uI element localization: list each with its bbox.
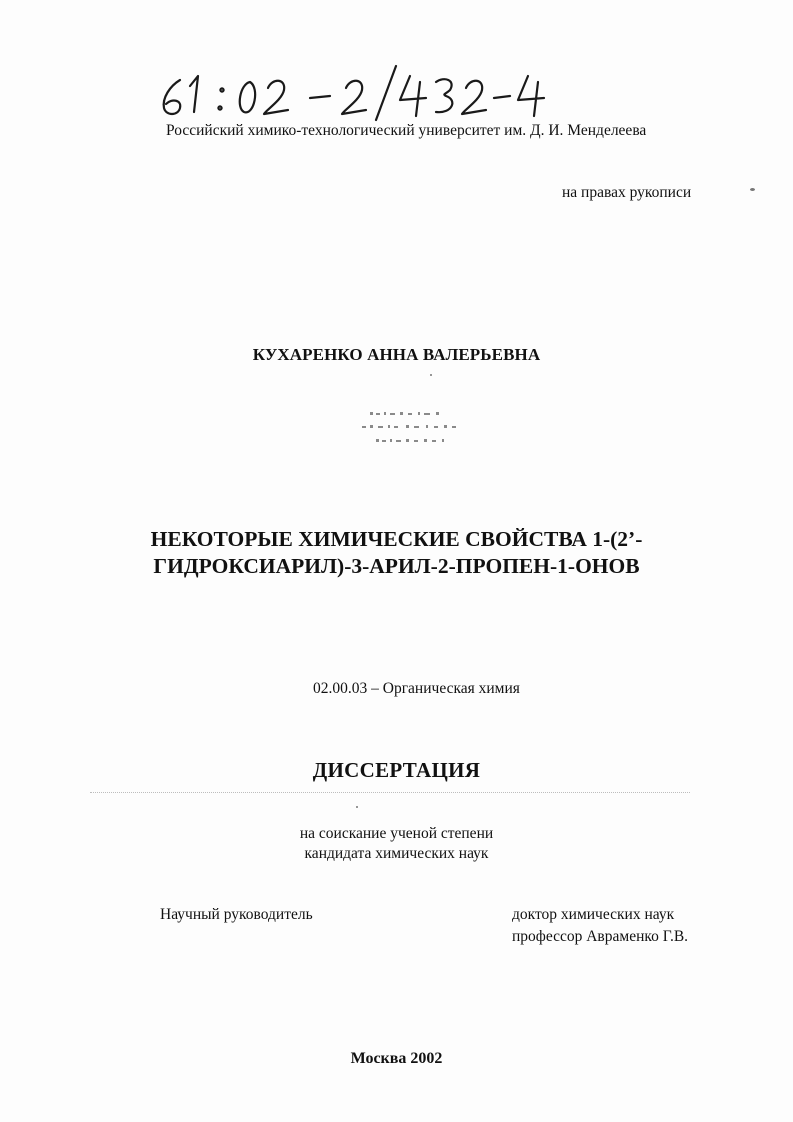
- document-type: ДИССЕРТАЦИЯ: [312, 758, 481, 782]
- handwritten-archive-code: [150, 62, 550, 122]
- degree-line-1: на соискание ученой степени: [299, 825, 494, 842]
- scan-speck: [750, 188, 755, 191]
- university-name: Российский химико-технологический университет им. Д. И. Менделеева: [166, 122, 647, 139]
- title-line-1: НЕКОТОРЫЕ ХИМИЧЕСКИЕ СВОЙСТВА 1-(2’-: [150, 527, 643, 551]
- supervisor-label: Научный руководитель: [160, 906, 313, 923]
- title-line-2: ГИДРОКСИАРИЛ)-3-АРИЛ-2-ПРОПЕН-1-ОНОВ: [153, 554, 640, 578]
- scan-artifact-line: [90, 792, 690, 793]
- faint-library-stamp: [360, 408, 470, 463]
- city-year: Москва 2002: [350, 1050, 443, 1067]
- supervisor-name: профессор Авраменко Г.В.: [512, 928, 689, 945]
- specialty-code: 02.00.03 – Органическая химия: [313, 680, 520, 697]
- handwritten-code-drawing: [150, 62, 550, 122]
- degree-statement: [0, 824, 793, 864]
- rights-notice: на правах рукописи: [562, 184, 692, 201]
- scan-speck: [430, 374, 432, 376]
- scan-speck: [356, 806, 358, 808]
- stamp-marks-graphic: [360, 408, 470, 458]
- supervisor-degree: доктор химических наук: [512, 906, 675, 923]
- dissertation-title: [0, 526, 793, 580]
- degree-line-2: кандидата химических наук: [304, 845, 489, 862]
- author-name: КУХАРЕНКО АННА ВАЛЕРЬЕВНА: [252, 345, 541, 364]
